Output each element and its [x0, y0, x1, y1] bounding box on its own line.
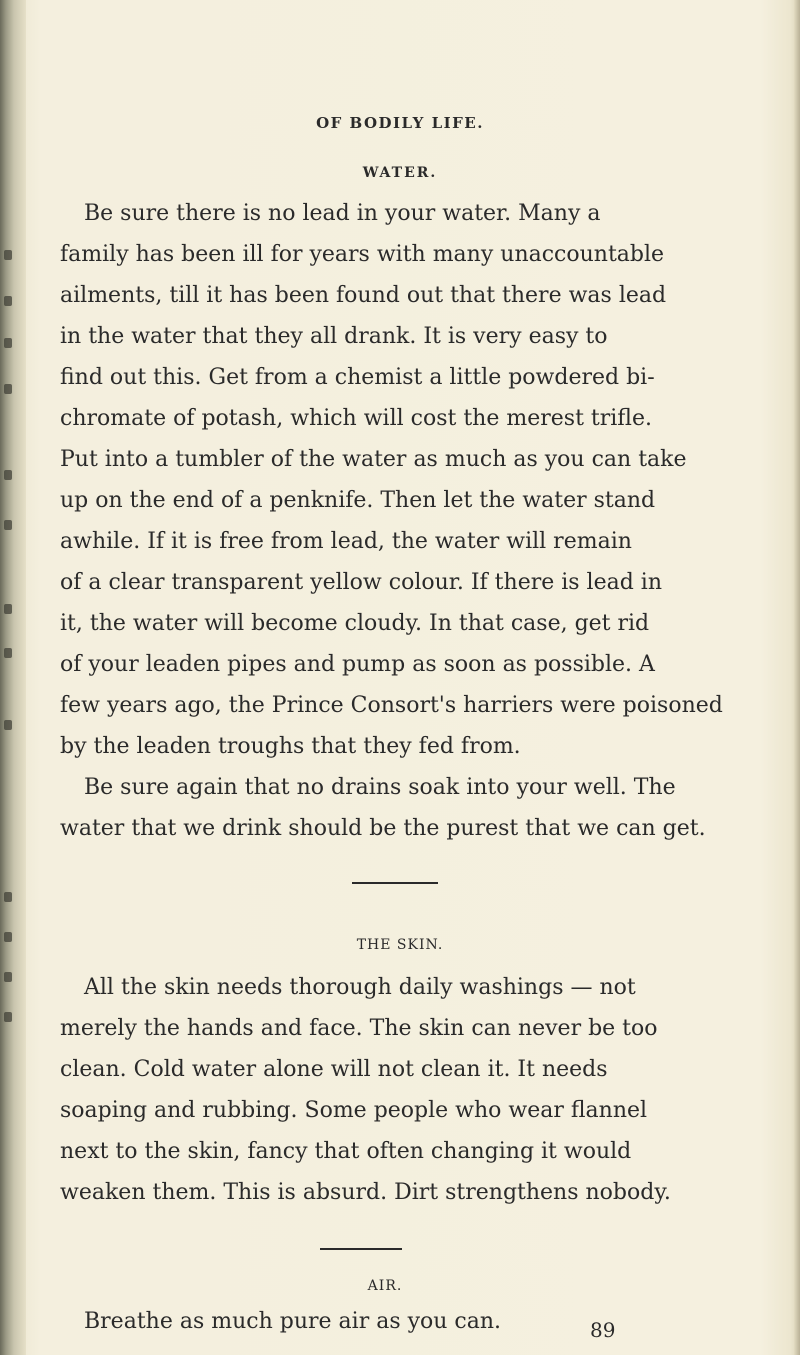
- text-line: soaping and rubbing. Some people who wear flannel: [60, 1098, 648, 1123]
- binding-mark: [4, 604, 12, 614]
- text-line: find out this. Get from a chemist a little powdered bi-: [60, 365, 655, 390]
- binding-mark: [4, 384, 12, 394]
- text-line: by the leaden troughs that they fed from.: [60, 734, 521, 759]
- binding-mark: [4, 250, 12, 260]
- text-line: Breathe as much pure air as you can.: [84, 1309, 502, 1334]
- text-line: merely the hands and face. The skin can never be too: [60, 1016, 658, 1041]
- text-line: awhile. If it is free from lead, the water will remain: [60, 529, 632, 554]
- text-line: ailments, till it has been found out that there was lead: [60, 283, 667, 308]
- text-line: up on the end of a penknife. Then let the water stand: [60, 488, 656, 513]
- text-line: next to the skin, fancy that often changing it would: [60, 1139, 632, 1164]
- binding-mark: [4, 296, 12, 306]
- binding-mark: [4, 1012, 12, 1022]
- text-line: Be sure again that no drains soak into your well. The: [84, 775, 676, 800]
- text-line: of a clear transparent yellow colour. If there is lead in: [60, 570, 663, 595]
- text-line: All the skin needs thorough daily washings — not: [84, 975, 636, 1000]
- text-line: weaken them. This is absurd. Dirt strengthens nobody.: [60, 1180, 671, 1205]
- text-line: few years ago, the Prince Consort's harriers were poisoned: [60, 693, 723, 718]
- text-line: water that we drink should be the purest that we can get.: [60, 816, 706, 841]
- text-line: family has been ill for years with many unaccountable: [60, 242, 665, 267]
- text-line: clean. Cold water alone will not clean it. It needs: [60, 1057, 608, 1082]
- section-heading-air: AIR.: [367, 1278, 403, 1294]
- running-head: OF BODILY LIFE.: [316, 114, 484, 132]
- text-line: in the water that they all drank. It is very easy to: [60, 324, 608, 349]
- text-line: of your leaden pipes and pump as soon as possible. A: [60, 652, 655, 677]
- text-line: Put into a tumbler of the water as much as you can take: [60, 447, 687, 472]
- section-heading-skin: THE SKIN.: [356, 937, 444, 953]
- text-line: Be sure there is no lead in your water. Many a: [84, 201, 601, 226]
- section-divider: [320, 1248, 402, 1250]
- binding-mark: [4, 932, 12, 942]
- section-divider: [352, 882, 438, 884]
- page-number: 89: [590, 1318, 616, 1342]
- binding-mark: [4, 470, 12, 480]
- text-line: it, the water will become cloudy. In that case, get rid: [60, 611, 650, 636]
- book-binding-edge: [0, 0, 26, 1355]
- binding-mark: [4, 520, 12, 530]
- binding-mark: [4, 972, 12, 982]
- text-line: chromate of potash, which will cost the merest trifle.: [60, 406, 652, 431]
- section-heading-water: WATER.: [362, 165, 438, 181]
- binding-mark: [4, 648, 12, 658]
- binding-mark: [4, 720, 12, 730]
- binding-mark: [4, 892, 12, 902]
- binding-mark: [4, 338, 12, 348]
